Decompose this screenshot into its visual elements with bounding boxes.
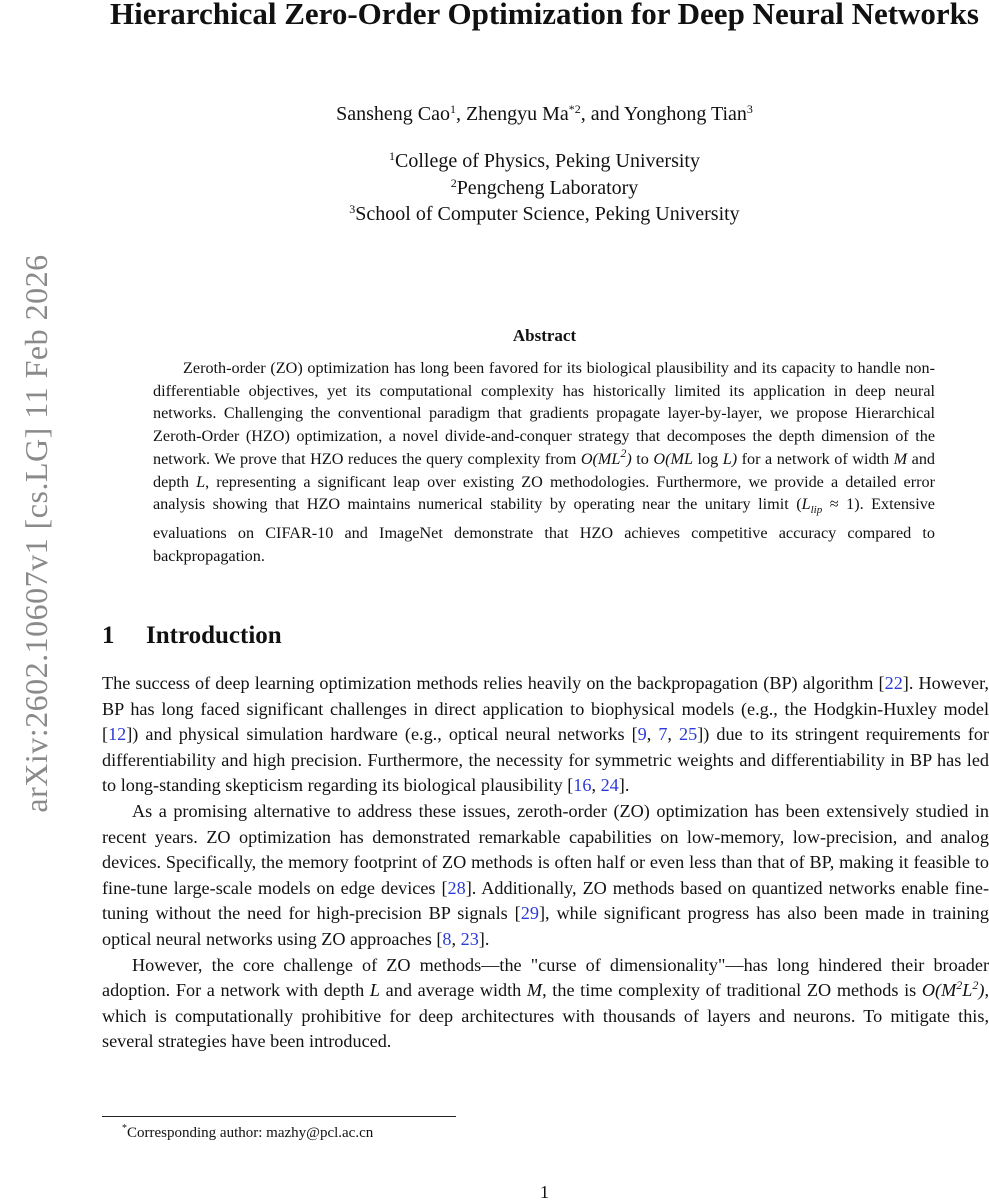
- abstract-segment: , representing a significant leap over existing ZO methodologies. Furthermore, we provide a detailed error analysis showing that HZO maintains numerical stability by operating near the unitary limit (: [153, 472, 936, 514]
- introduction-body: [102, 671, 989, 1055]
- paragraph: However, the core challenge of ZO methods—the "curse of dimensionality"—has long hindered their broader adoption. For a network with depth L and average width M, the time complexity of traditional ZO methods is $O(M^2L^2)$, which is computationally prohibitive for deep architectures with thousands of layers and neurons. To mitigate this, several strategies have been introduced.: [102, 954, 989, 1052]
- section-number: 1: [102, 622, 115, 649]
- footnote-text: Corresponding author: mazhy@pcl.ac.cn: [127, 1125, 374, 1141]
- affiliation: [100, 148, 989, 175]
- citation-link[interactable]: 29: [520, 903, 539, 924]
- arxiv-stamp: [16, 206, 56, 861]
- math-time-complexity: $O(M^2L^2)$: [921, 978, 985, 1001]
- abstract-text: [153, 357, 935, 568]
- affiliation-text: Pengcheng Laboratory: [456, 176, 639, 199]
- abstract-segment: Zeroth-order (ZO) optimization has long been favored for its biological plausibility and its capacity to handle non-differentiable objectives, yet its computational complexity has historically limited its application in deep neural networks. Challenging the conventional paradigm that gradients propagate layer-by-layer, we propose Hierarchical Zeroth-Order (HZO) optimization, a novel divide-and-conquer strategy that decomposes the depth dimension of the network. We prove that HZO reduces the query complexity from: [153, 359, 935, 468]
- paper-title: Hierarchical Zero-Order Optimization for Deep Neural Networks: [110, 0, 979, 31]
- citation-link[interactable]: 9: [637, 724, 647, 745]
- section-title: Introduction: [146, 622, 282, 649]
- abstract-segment: ). Extensive evaluations on CIFAR-10 and ImageNet demonstrate that HZO achieves competitive accuracy compared to backpropagation.: [153, 495, 935, 565]
- affiliation-text: School of Computer Science, Peking University: [355, 203, 740, 225]
- math-query-complexity-before: $O(ML^2)$: [580, 445, 632, 468]
- math-depth: L: [369, 980, 381, 1001]
- author-affil-mark: *2: [568, 102, 581, 116]
- abstract-segment: and depth: [153, 449, 936, 491]
- affiliation-mark: 2: [450, 175, 457, 190]
- abstract-heading: Abstract: [512, 326, 577, 345]
- footnote-divider: [102, 1116, 456, 1117]
- citation-link[interactable]: 24: [600, 775, 619, 796]
- affiliation-mark: 3: [349, 202, 356, 216]
- affiliation-mark: 1: [389, 149, 395, 163]
- citation-link[interactable]: 25: [679, 724, 698, 745]
- affiliation-text: College of Physics, Peking University: [395, 150, 700, 172]
- citation-link[interactable]: 23: [460, 928, 479, 949]
- abstract-segment: to: [631, 449, 654, 468]
- footnote: [122, 1123, 373, 1143]
- author-name: Zhengyu Ma: [465, 103, 569, 125]
- author-separator: ,: [455, 103, 466, 125]
- math-width: M: [526, 980, 543, 1001]
- abstract-segment: for a network of width: [737, 449, 894, 468]
- author-list: [100, 101, 989, 127]
- math-depth: L: [196, 472, 206, 491]
- author-name: Yonghong Tian: [623, 103, 747, 125]
- citation-link[interactable]: 16: [573, 775, 592, 796]
- affiliation: [100, 201, 989, 228]
- paragraph: The success of deep learning optimization methods relies heavily on the backpropagation (BP) algorithm [22]. However, BP has long faced significant challenges in direct application to biophysical models (e.g., the Hodgkin-Huxley model [12]) and physical simulation hardware (e.g., optical neural networks [9, 7, 25]) due to its stringent requirements for differentiability and high precision. Furthermore, the necessity for symmetric weights and differentiability in BP has led to long-standing skepticism regarding its biological plausibility [16, 24].: [102, 673, 989, 796]
- section-heading-introduction: [102, 620, 282, 652]
- citation-link[interactable]: 8: [442, 928, 452, 949]
- arxiv-stamp-text: arXiv:2602.10607v1 [cs.LG] 11 Feb 2026: [18, 254, 54, 813]
- author-affil-mark: 1: [449, 102, 456, 116]
- citation-link[interactable]: 12: [108, 724, 127, 745]
- math-lipschitz: $L_{lip} \approx 1$: [801, 495, 855, 517]
- page-number: 1: [540, 1182, 549, 1202]
- affiliation-list: [100, 148, 989, 228]
- paragraph: As a promising alternative to address these issues, zeroth-order (ZO) optimization has been extensively studied in recent years. ZO optimization has demonstrated remarkable capabilities on low-memory, low-precision, and analog devices. Specifically, the memory footprint of ZO methods is often half or even less than that of BP, making it feasible to fine-tune large-scale models on edge devices [28]. Additionally, ZO methods based on quantized networks enable fine-tuning without the need for high-precision BP signals [29], while significant progress has also been made in training optical neural networks using ZO approaches [8, 23].: [102, 800, 989, 949]
- math-width: M: [893, 449, 908, 468]
- author-name: Sansheng Cao: [336, 103, 450, 125]
- author-affil-mark: 3: [746, 102, 753, 116]
- math-query-complexity-after: O(ML log L): [653, 449, 738, 468]
- citation-link[interactable]: 28: [447, 877, 466, 898]
- citation-link[interactable]: 22: [884, 673, 903, 693]
- author-separator: , and: [580, 103, 624, 125]
- affiliation: [100, 175, 989, 202]
- citation-link[interactable]: 7: [658, 724, 668, 745]
- footnote-mark: *: [122, 1123, 127, 1134]
